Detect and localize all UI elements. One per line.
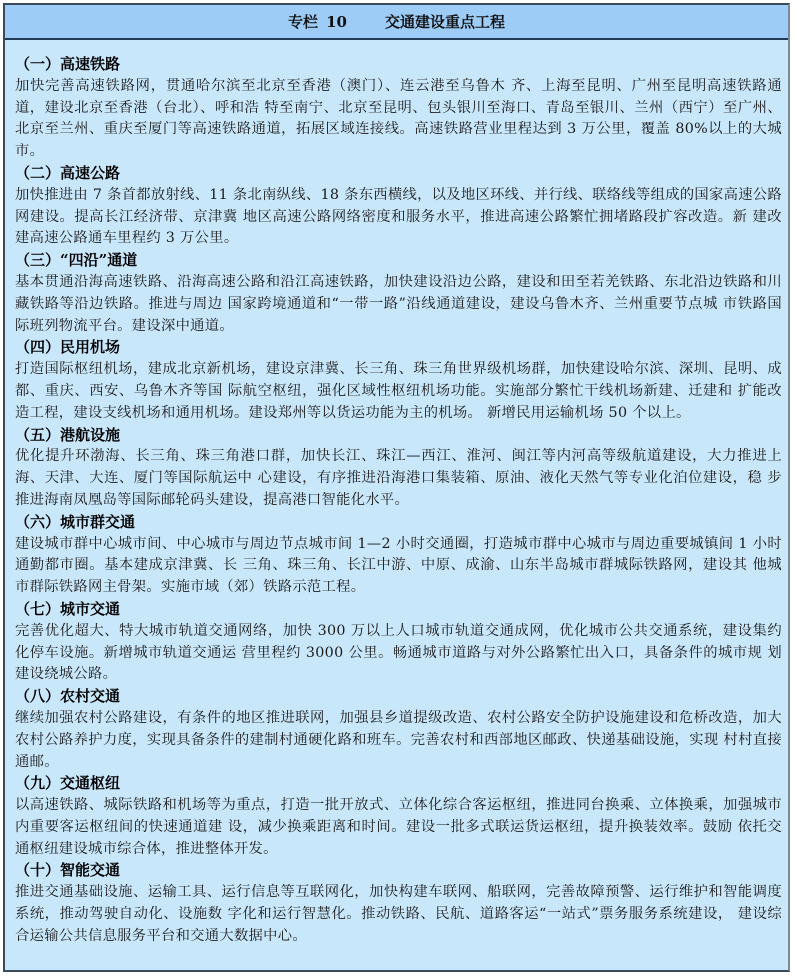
column-box (3, 3, 790, 972)
column-number: 10 (326, 12, 347, 31)
section-body: 基本贯通沿海高速铁路、沿海高速公路和沿江高速铁路，加快建设沿边公路，建设和田至若羌铁路、东北沿边铁路和川藏铁路等沿边铁路。推进与周边 国家跨境通道和“一带一路”沿线通道建设，建设乌鲁木齐、兰州重要节点城 市铁路国际班列物流平台。建设深中通道。 (15, 273, 782, 334)
section-port-shipping (15, 425, 782, 512)
section-body: 完善优化超大、特大城市轨道交通网络，加快 300 万以上人口城市轨道交通成网，优化城市公共交通系统，建设集约化停车设施。新增城市轨道交通运 营里程约 3000 公里。畅通城市道路与对外公路繁忙出入口，具备条件的城市规 划建设绕城公路。 (15, 622, 782, 683)
section-title: （八）农村交通 (15, 687, 121, 706)
section-body: 建设城市群中心城市间、中心城市与周边节点城市间 1—2 小时交通圈，打造城市群中心城市与周边重要城镇间 1 小时通勤都市圈。基本建成京津冀、长 三角、珠三角、长江中游、中原、成渝、山东半岛城市群城际铁路网，建设其 他城市群际铁路网主骨架。实施市域（郊）铁路示范工程。 (15, 535, 782, 596)
section-title: （二）高速公路 (15, 163, 121, 182)
column-header (5, 5, 788, 40)
section-body: 打造国际枢纽机场，建成北京新机场，建设京津冀、长三角、珠三角世界级机场群，加快建设哈尔滨、深圳、昆明、成都、重庆、西安、乌鲁木齐等国 际航空枢纽，强化区域性枢纽机场功能。实施部分繁忙干线机场新建、迁建和 扩能改造工程，建设支线机场和通用机场。建设郑州等以货运功能为主的机场。 新增民用运输机场 50 个以上。 (15, 361, 782, 421)
section-smart-transport (15, 860, 782, 947)
section-title: （十）智能交通 (15, 861, 121, 880)
section-expressway (15, 163, 782, 250)
section-title: （三）“四沿”通道 (15, 251, 138, 270)
section-body: 推进交通基础设施、运输工具、运行信息等互联网化，加快构建车联网、船联网，完善故障预警、运行维护和智能调度系统，推动驾驶自动化、设施数 字化和运行智慧化。推动铁路、民航、道路客运“一站式”票务服务系统建设， 建设综合运输公共信息服务平台和交通大数据中心。 (15, 884, 782, 944)
column-title: 交通建设重点工程 (384, 13, 505, 31)
section-high-speed-rail (15, 54, 782, 163)
section-city-cluster-transport (15, 512, 782, 599)
header-spacer (5, 40, 788, 54)
section-body: 以高速铁路、城际铁路和机场等为重点，打造一批开放式、立体化综合客运枢纽，推进同台换乘、立体换乘，加强城市内重要客运枢纽间的快速通道建 设，减少换乘距离和时间。建设一批多式联运货运枢纽，提升换装效率。鼓励 依托交通枢纽建设城市综合体，推进整体开发。 (15, 797, 782, 857)
section-four-corridors (15, 250, 782, 337)
section-title: （六）城市群交通 (15, 512, 136, 531)
section-body: 加快推进由 7 条首都放射线、11 条北南纵线、18 条东西横线，以及地区环线、并行线、联络线等组成的国家高速公路网建设。提高长江经济带、京津冀 地区高速公路网络密度和服务水平，推进高速公路繁忙拥堵路段扩容改造。新 建改建高速公路通车里程约 3 万公里。 (15, 186, 783, 247)
section-body: 继续加强农村公路建设，有条件的地区推进联网，加强县乡道提级改造、农村公路安全防护设施建设和危桥改造，加大农村公路养护力度，实现具备条件的建制村通硬化路和班车。完善农村和西部地区邮政、快递基础设施，实现 村村直接通邮。 (15, 709, 782, 770)
section-urban-transport (15, 599, 782, 686)
section-title: （五）港航设施 (15, 425, 121, 444)
column-content (5, 54, 788, 948)
section-title: （七）城市交通 (15, 599, 121, 618)
column-label: 专栏 (288, 13, 319, 31)
section-title: （四）民用机场 (15, 338, 121, 357)
section-transport-hubs (15, 773, 782, 860)
section-body: 优化提升环渤海、长三角、珠三角港口群，加快长江、珠江—西江、淮河、闽江等内河高等级航道建设，大力推进上海、天津、大连、厦门等国际航运中 心建设，有序推进沿海港口集装箱、原油、液化天然气等专业化泊位建设，稳 步推进海南凤凰岛等国际邮轮码头建设，提高港口智能化水平。 (15, 448, 782, 508)
section-civil-airports (15, 337, 782, 424)
section-body: 加快完善高速铁路网，贯通哈尔滨至北京至香港（澳门）、连云港至乌鲁木 齐、上海至昆明、广州至昆明高速铁路通道，建设北京至香港（台北）、呼和浩 特至南宁、北京至昆明、包头银川至海口、青岛至银川、兰州（西宁）至广州、 北京至兰州、重庆至厦门等高速铁路通道，拓展区域连接线。高速铁路营业里程达到 3 万公里，覆盖 80%以上的大城市。 (15, 77, 782, 160)
section-title: （一）高速铁路 (15, 55, 121, 73)
section-rural-transport (15, 686, 782, 773)
section-title: （九）交通枢纽 (15, 774, 121, 793)
